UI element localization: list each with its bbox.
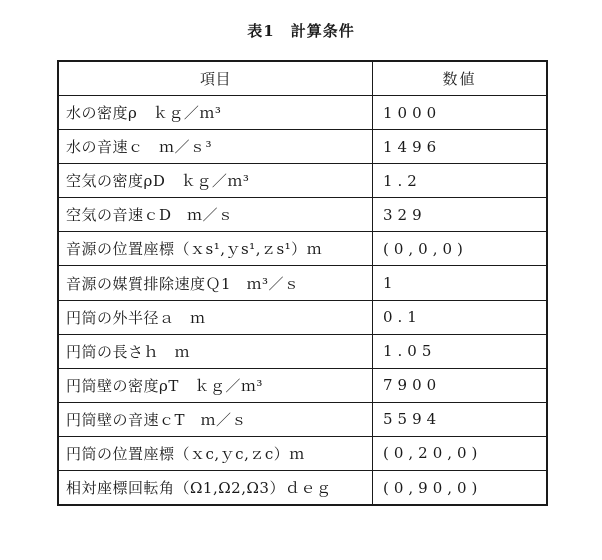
row-item-wall-density: 円筒壁の密度ρT ｋｇ／ｍ³ — [59, 369, 373, 402]
row-item-wall-sound-speed: 円筒壁の音速ｃT ｍ／ｓ — [59, 403, 373, 436]
table-row — [59, 402, 546, 436]
row-value-water-sound-speed: 1496 — [383, 137, 442, 156]
table-row — [59, 129, 546, 163]
table-row — [59, 470, 546, 504]
row-value-air-density: 1.2 — [383, 171, 422, 190]
row-value-rotation-angle: (0,90,0) — [383, 478, 483, 497]
table-row — [59, 368, 546, 402]
table-row — [59, 231, 546, 265]
table-caption — [0, 20, 602, 41]
row-item-cylinder-outer-radius: 円筒の外半径ａ ｍ — [59, 301, 373, 334]
calculation-conditions-table — [57, 60, 548, 506]
table-title-text: 計算条件 — [290, 22, 355, 40]
row-item-water-density: 水の密度ρ ｋｇ／ｍ³ — [59, 96, 373, 129]
row-item-air-sound-speed: 空気の音速ｃD ｍ／ｓ — [59, 198, 373, 231]
row-value-cylinder-position: (0,20,0) — [383, 444, 483, 463]
table-row — [59, 265, 546, 299]
row-value-cylinder-length: 1.05 — [383, 342, 437, 361]
row-item-source-volume-velocity: 音源の媒質排除速度Ｑ1 ｍ³／ｓ — [59, 266, 373, 299]
row-value-water-density: 1000 — [383, 103, 442, 122]
table-header-row — [59, 62, 546, 95]
row-value-cylinder-outer-radius: 0.1 — [383, 308, 422, 327]
row-item-rotation-angle: 相対座標回転角（Ω1,Ω2,Ω3）ｄｅｇ — [59, 471, 373, 504]
table-row — [59, 334, 546, 368]
table-row — [59, 163, 546, 197]
table-row — [59, 197, 546, 231]
header-value: 数値 — [442, 70, 477, 88]
row-item-source-position: 音源の位置座標（ｘs¹,ｙs¹,ｚs¹）ｍ — [59, 232, 373, 265]
row-value-wall-sound-speed: 5594 — [383, 410, 442, 429]
row-value-air-sound-speed: 329 — [383, 205, 427, 224]
table-number: 表1 — [247, 22, 275, 40]
header-item: 項目 — [59, 62, 373, 95]
row-value-source-volume-velocity: 1 — [383, 274, 398, 293]
row-value-wall-density: 7900 — [383, 376, 442, 395]
row-item-air-density: 空気の密度ρD ｋｇ／ｍ³ — [59, 164, 373, 197]
row-item-water-sound-speed: 水の音速ｃ ｍ／ｓ³ — [59, 130, 373, 163]
table-row — [59, 436, 546, 470]
table-row — [59, 95, 546, 129]
row-value-source-position: (0,0,0) — [383, 239, 468, 258]
row-item-cylinder-position: 円筒の位置座標（ｘc,ｙc,ｚc）ｍ — [59, 437, 373, 470]
table-row — [59, 300, 546, 334]
row-item-cylinder-length: 円筒の長さｈ ｍ — [59, 335, 373, 368]
